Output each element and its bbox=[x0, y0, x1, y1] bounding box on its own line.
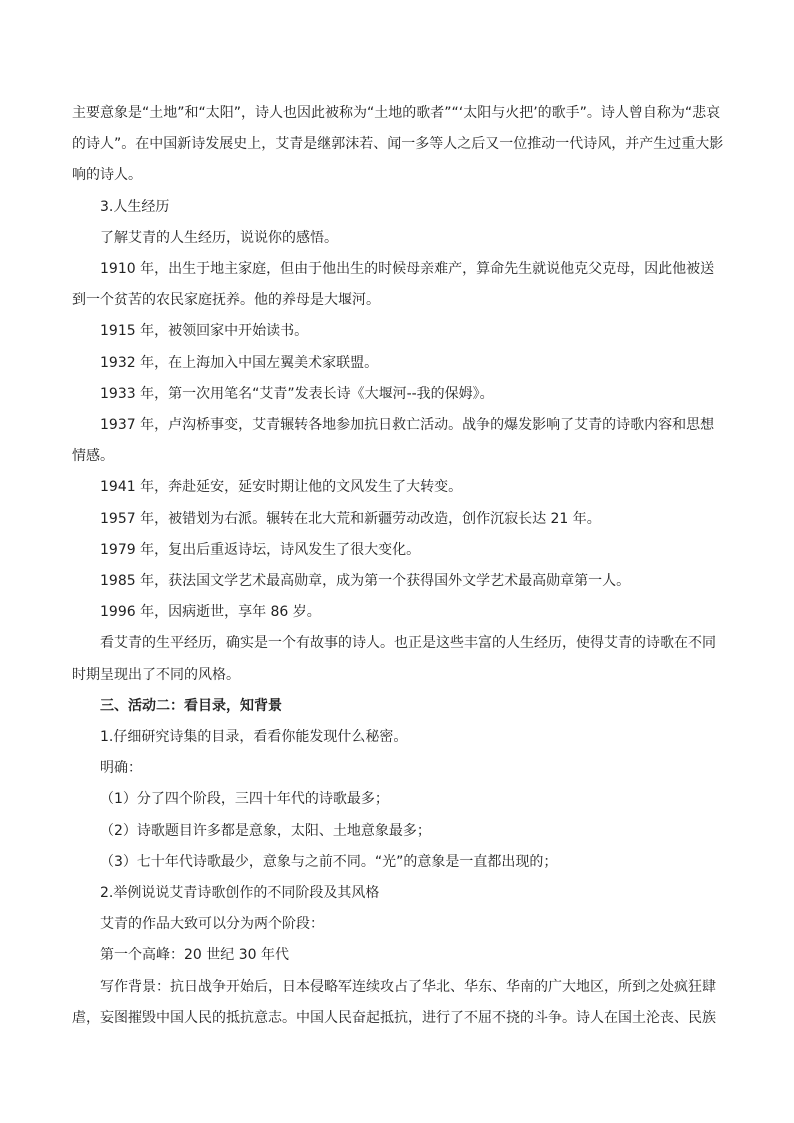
task-1: 1.仔细研究诗集的目录，看看你能发现什么秘密。 bbox=[100, 729, 408, 746]
stage-first-peak: 第一个高峰：20 世纪 30 年代 bbox=[100, 947, 289, 964]
timeline-1933: 1933 年，第一次用笔名“艾青”发表长诗《大堰河--我的保姆》。 bbox=[100, 385, 494, 402]
timeline-1941: 1941 年，奔赴延安，延安时期让他的文风发生了大转变。 bbox=[100, 479, 463, 496]
section-heading-life: 3.人生经历 bbox=[100, 198, 170, 215]
timeline-1985: 1985 年，获法国文学艺术最高勋章，成为第一个获得国外文学艺术最高勋章第一人。 bbox=[100, 573, 631, 590]
task-2: 2.举例说说艾青诗歌创作的不同阶段及其风格 bbox=[100, 885, 380, 902]
paragraph-summary: 看艾青的生平经历，确实是一个有故事的诗人。也正是这些丰富的人生经历，使得艾青的诗歌在不同时期呈现出了不同的风格。 bbox=[72, 635, 716, 683]
answer-item-2: （2）诗歌题目许多都是意象，太阳、土地意象最多； bbox=[100, 822, 431, 839]
timeline-1979: 1979 年，复出后重返诗坛，诗风发生了很大变化。 bbox=[100, 541, 421, 558]
answer-item-3: （3）七十年代诗歌最少，意象与之前不同。“光”的意象是一直都出现的； bbox=[100, 853, 558, 870]
timeline-1910: 1910 年，出生于地主家庭，但由于他出生的时候母亲难产，算命先生就说他克父克母，因此他被送到一个贫苦的农民家庭抚养。他的养母是大堰河。 bbox=[72, 261, 715, 309]
answer-label: 明确： bbox=[100, 760, 142, 777]
paragraph-stages: 艾青的作品大致可以分为两个阶段： bbox=[100, 916, 324, 933]
timeline-1915: 1915 年，被领回家中开始读书。 bbox=[100, 323, 309, 340]
answer-item-1: （1）分了四个阶段，三四十年代的诗歌最多； bbox=[100, 791, 389, 808]
timeline-1932: 1932 年，在上海加入中国左翼美术家联盟。 bbox=[100, 354, 379, 371]
timeline-1957: 1957 年，被错划为右派。辗转在北大荒和新疆劳动改造，创作沉寂长达 21 年。 bbox=[100, 510, 601, 527]
timeline-1996: 1996 年，因病逝世，享年 86 岁。 bbox=[100, 604, 321, 621]
paragraph-background: 写作背景：抗日战争开始后，日本侵略军连续攻占了华北、华东、华南的广大地区，所到之处疯狂肆虐，妄图摧毁中国人民的抵抗意志。中国人民奋起抵抗，进行了不屈不挠的斗争。诗人在国土沦丧、民族 bbox=[72, 978, 716, 1026]
paragraph-prompt: 了解艾青的人生经历，说说你的感悟。 bbox=[100, 229, 338, 246]
paragraph-intro: 主要意象是“土地”和“太阳”，诗人也因此被称为“土地的歌者”“‘太阳与火把’的歌手”。诗人曾自称为“悲哀的诗人”。在中国新诗发展史上，艾青是继郭沫若、闻一多等人之后又一位推动一代诗风，并产生过重大影响的诗人。 bbox=[72, 105, 724, 184]
section-heading-activity-two: 三、活动二：看目录，知背景 bbox=[100, 697, 282, 714]
document-body bbox=[72, 98, 724, 1034]
timeline-1937: 1937 年，卢沟桥事变，艾青辗转各地参加抗日救亡活动。战争的爆发影响了艾青的诗歌内容和思想情感。 bbox=[72, 417, 715, 465]
